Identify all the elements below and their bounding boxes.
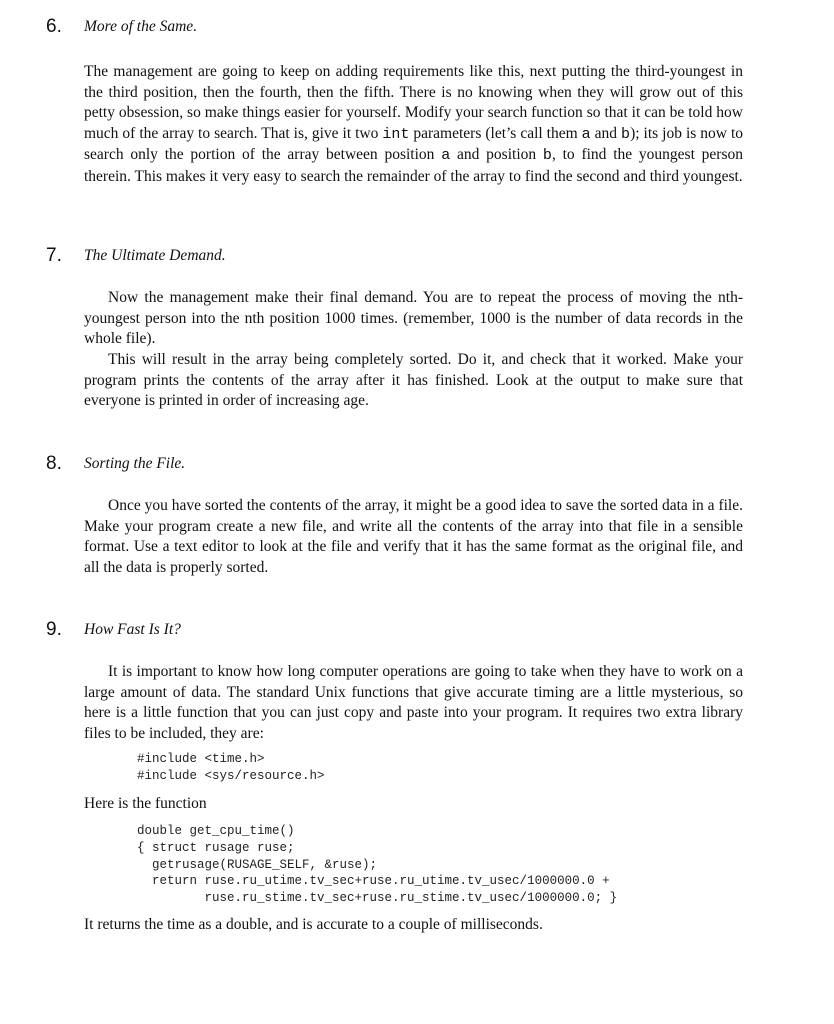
- section-number: 7.: [46, 245, 62, 266]
- section-number: 6.: [46, 16, 62, 37]
- section-paragraph: It is important to know how long computer operations are going to take when they have to work on a large amount of data. The standard Unix functions that give accurate timing are a little mysterious, so here is a little function that you can just copy and paste into your program. It requires two extra library files to be included, they are:: [84, 663, 743, 742]
- section-paragraph: Now the management make their final demand. You are to repeat the process of moving the nth-youngest person into the nth position 1000 times. (remember, 1000 is the number of data records in the whole file).: [84, 289, 743, 347]
- section-number: 9.: [46, 619, 62, 640]
- include-code-block: #include <time.h> #include <sys/resource.h>: [137, 752, 325, 783]
- function-intro: Here is the function: [84, 795, 207, 812]
- section-paragraph: This will result in the array being completely sorted. Do it, and check that it worked. Make your program prints the contents of the array after it has finished. Look at the output to make sure that everyone is printed in order of increasing age.: [84, 351, 743, 409]
- section-title: The Ultimate Demand.: [84, 247, 226, 264]
- closing-sentence: It returns the time as a double, and is accurate to a couple of milliseconds.: [84, 916, 543, 933]
- section-title: How Fast Is It?: [84, 621, 181, 638]
- section-paragraph: The management are going to keep on adding requirements like this, next putting the third-youngest in the third position, then the fourth, then the fifth. There is no knowing when they will grow out of this petty obsession, so make things easier for yourself. Modify your search function so that it can be told how much of the array to search. That is, give it two int parameters (let’s call them a and b); its job is now to search only the portion of the array between position a and position b, to find the youngest person therein. This makes it very easy to search the remainder of the array to find the second and third youngest.: [84, 63, 743, 185]
- section-paragraph: Once you have sorted the contents of the array, it might be a good idea to save the sorted data in a file. Make your program create a new file, and write all the contents of the array into that file in a sensible format. Use a text editor to look at the file and verify that it has the same format as the original file, and all the data is properly sorted.: [84, 497, 743, 576]
- section-title: More of the Same.: [84, 18, 198, 35]
- section-title: Sorting the File.: [84, 455, 186, 472]
- function-code-block: double get_cpu_time() { struct rusage ruse; getrusage(RUSAGE_SELF, &ruse); return ruse.ru_utime.tv_sec+ruse.ru_utime.tv_usec/1000000.0 + ruse.ru_stime.tv_sec+ruse.ru_stime.tv_usec/1000000.0; }: [137, 824, 618, 906]
- section-number: 8.: [46, 453, 62, 474]
